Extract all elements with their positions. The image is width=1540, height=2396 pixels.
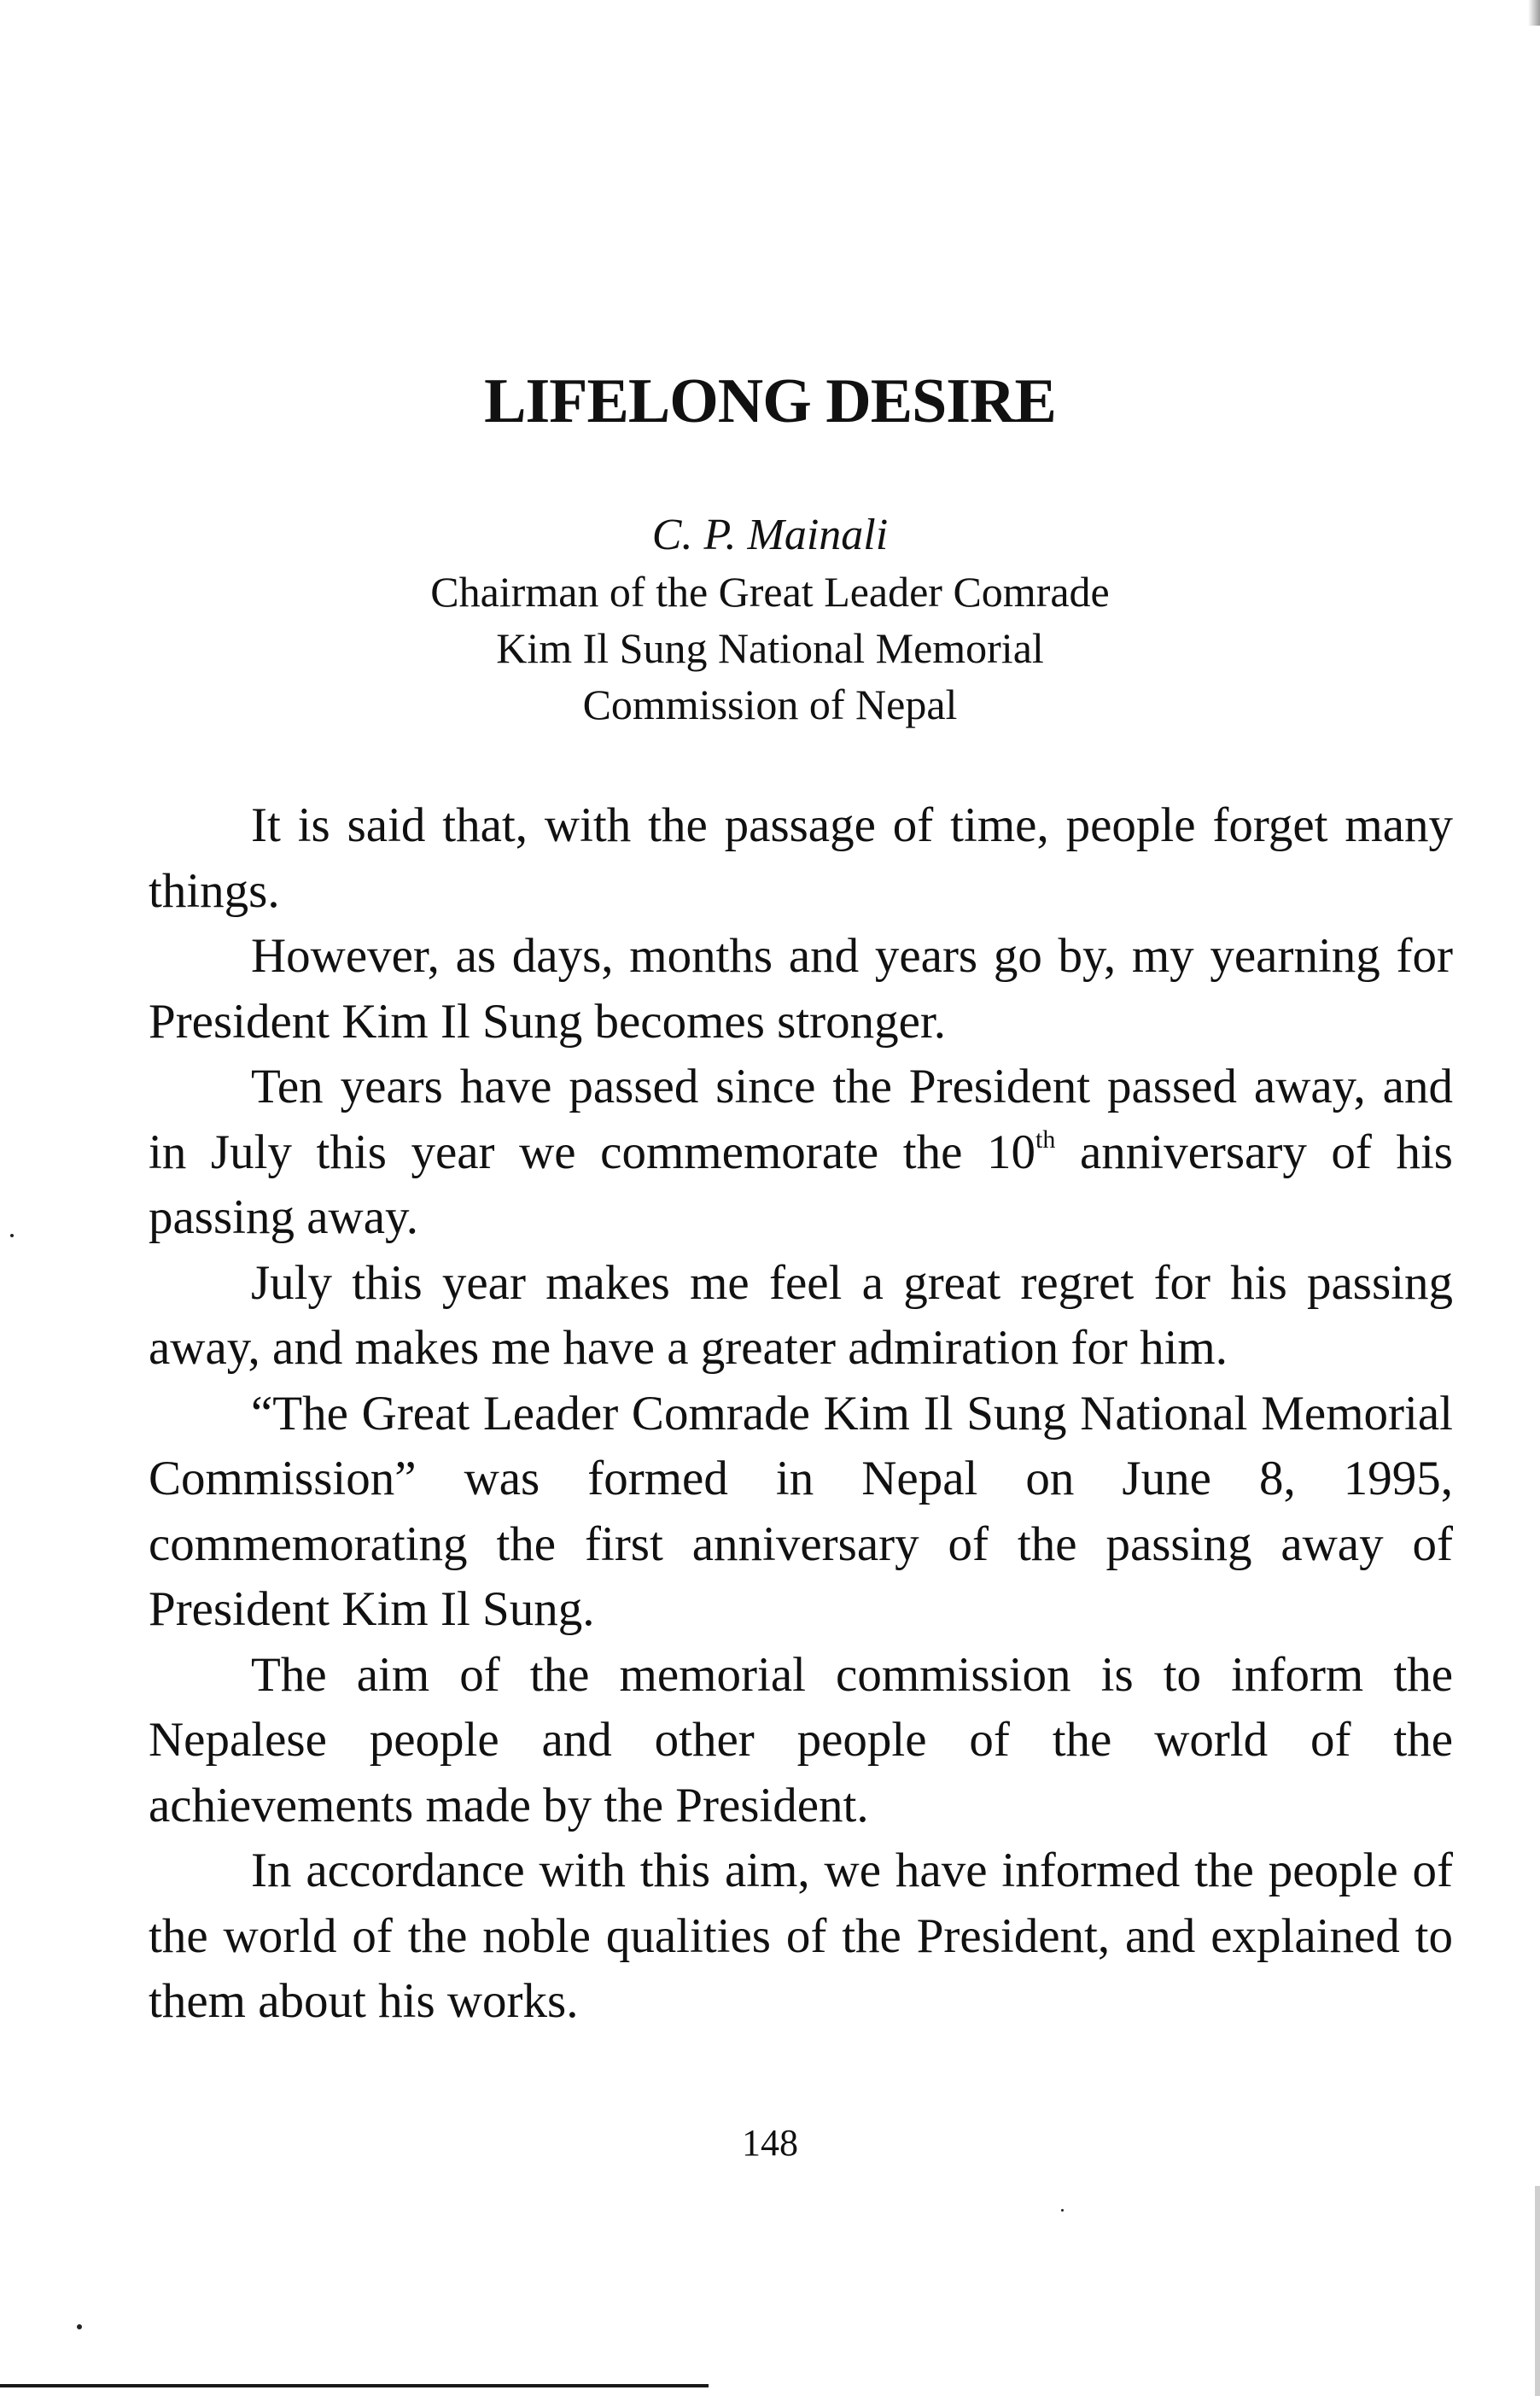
body-paragraph: “The Great Leader Comrade Kim Il Sung National Memorial Commission” was formed in Nepal on June 8, 1995, commemorating the first anniversary of the passing away of President Kim Il Sung. bbox=[149, 1386, 1453, 1636]
body-paragraph: However, as days, months and years go by, my yearning for President Kim Il Sung becomes stronger. bbox=[149, 929, 1453, 1049]
body-paragraph bbox=[149, 1055, 1453, 1251]
article-body bbox=[149, 793, 1453, 2035]
body-paragraph: In accordance with this aim, we have informed the people of the world of the noble qualities of the President, and explained to them about his works. bbox=[149, 1844, 1453, 2028]
body-paragraph: It is said that, with the passage of time, people forget many things. bbox=[149, 798, 1453, 918]
paragraph-text: anniversary of his passing away. bbox=[149, 1125, 1453, 1244]
author-role-line: Chairman of the Great Leader Comrade bbox=[430, 568, 1110, 616]
author-role-line: Commission of Nepal bbox=[582, 681, 958, 728]
page-number: 148 bbox=[742, 2122, 798, 2164]
ordinal-suffix: th bbox=[1035, 1125, 1056, 1154]
scan-speck bbox=[1061, 2209, 1064, 2212]
scan-speck bbox=[10, 1234, 14, 1237]
paragraph-text: Ten years have passed since the President passed away, and in July this year we commemorate the 10 bbox=[149, 1060, 1453, 1179]
body-paragraph: July this year makes me feel a great regret for his passing away, and makes me have a greater admiration for him. bbox=[149, 1255, 1453, 1375]
author-name: C. P. Mainali bbox=[651, 511, 889, 559]
body-paragraph: The aim of the memorial commission is to inform the Nepalese people and other people of the world of the achievements made by the President. bbox=[149, 1647, 1453, 1832]
scan-edge-shadow-right bbox=[1535, 2186, 1540, 2396]
scan-bottom-edge bbox=[0, 2384, 709, 2387]
scan-speck bbox=[77, 2324, 82, 2329]
scan-edge-shadow bbox=[1528, 0, 1540, 26]
author-role-line: Kim Il Sung National Memorial bbox=[496, 624, 1044, 672]
article-title: LIFELONG DESIRE bbox=[484, 366, 1056, 436]
byline bbox=[0, 507, 1540, 733]
